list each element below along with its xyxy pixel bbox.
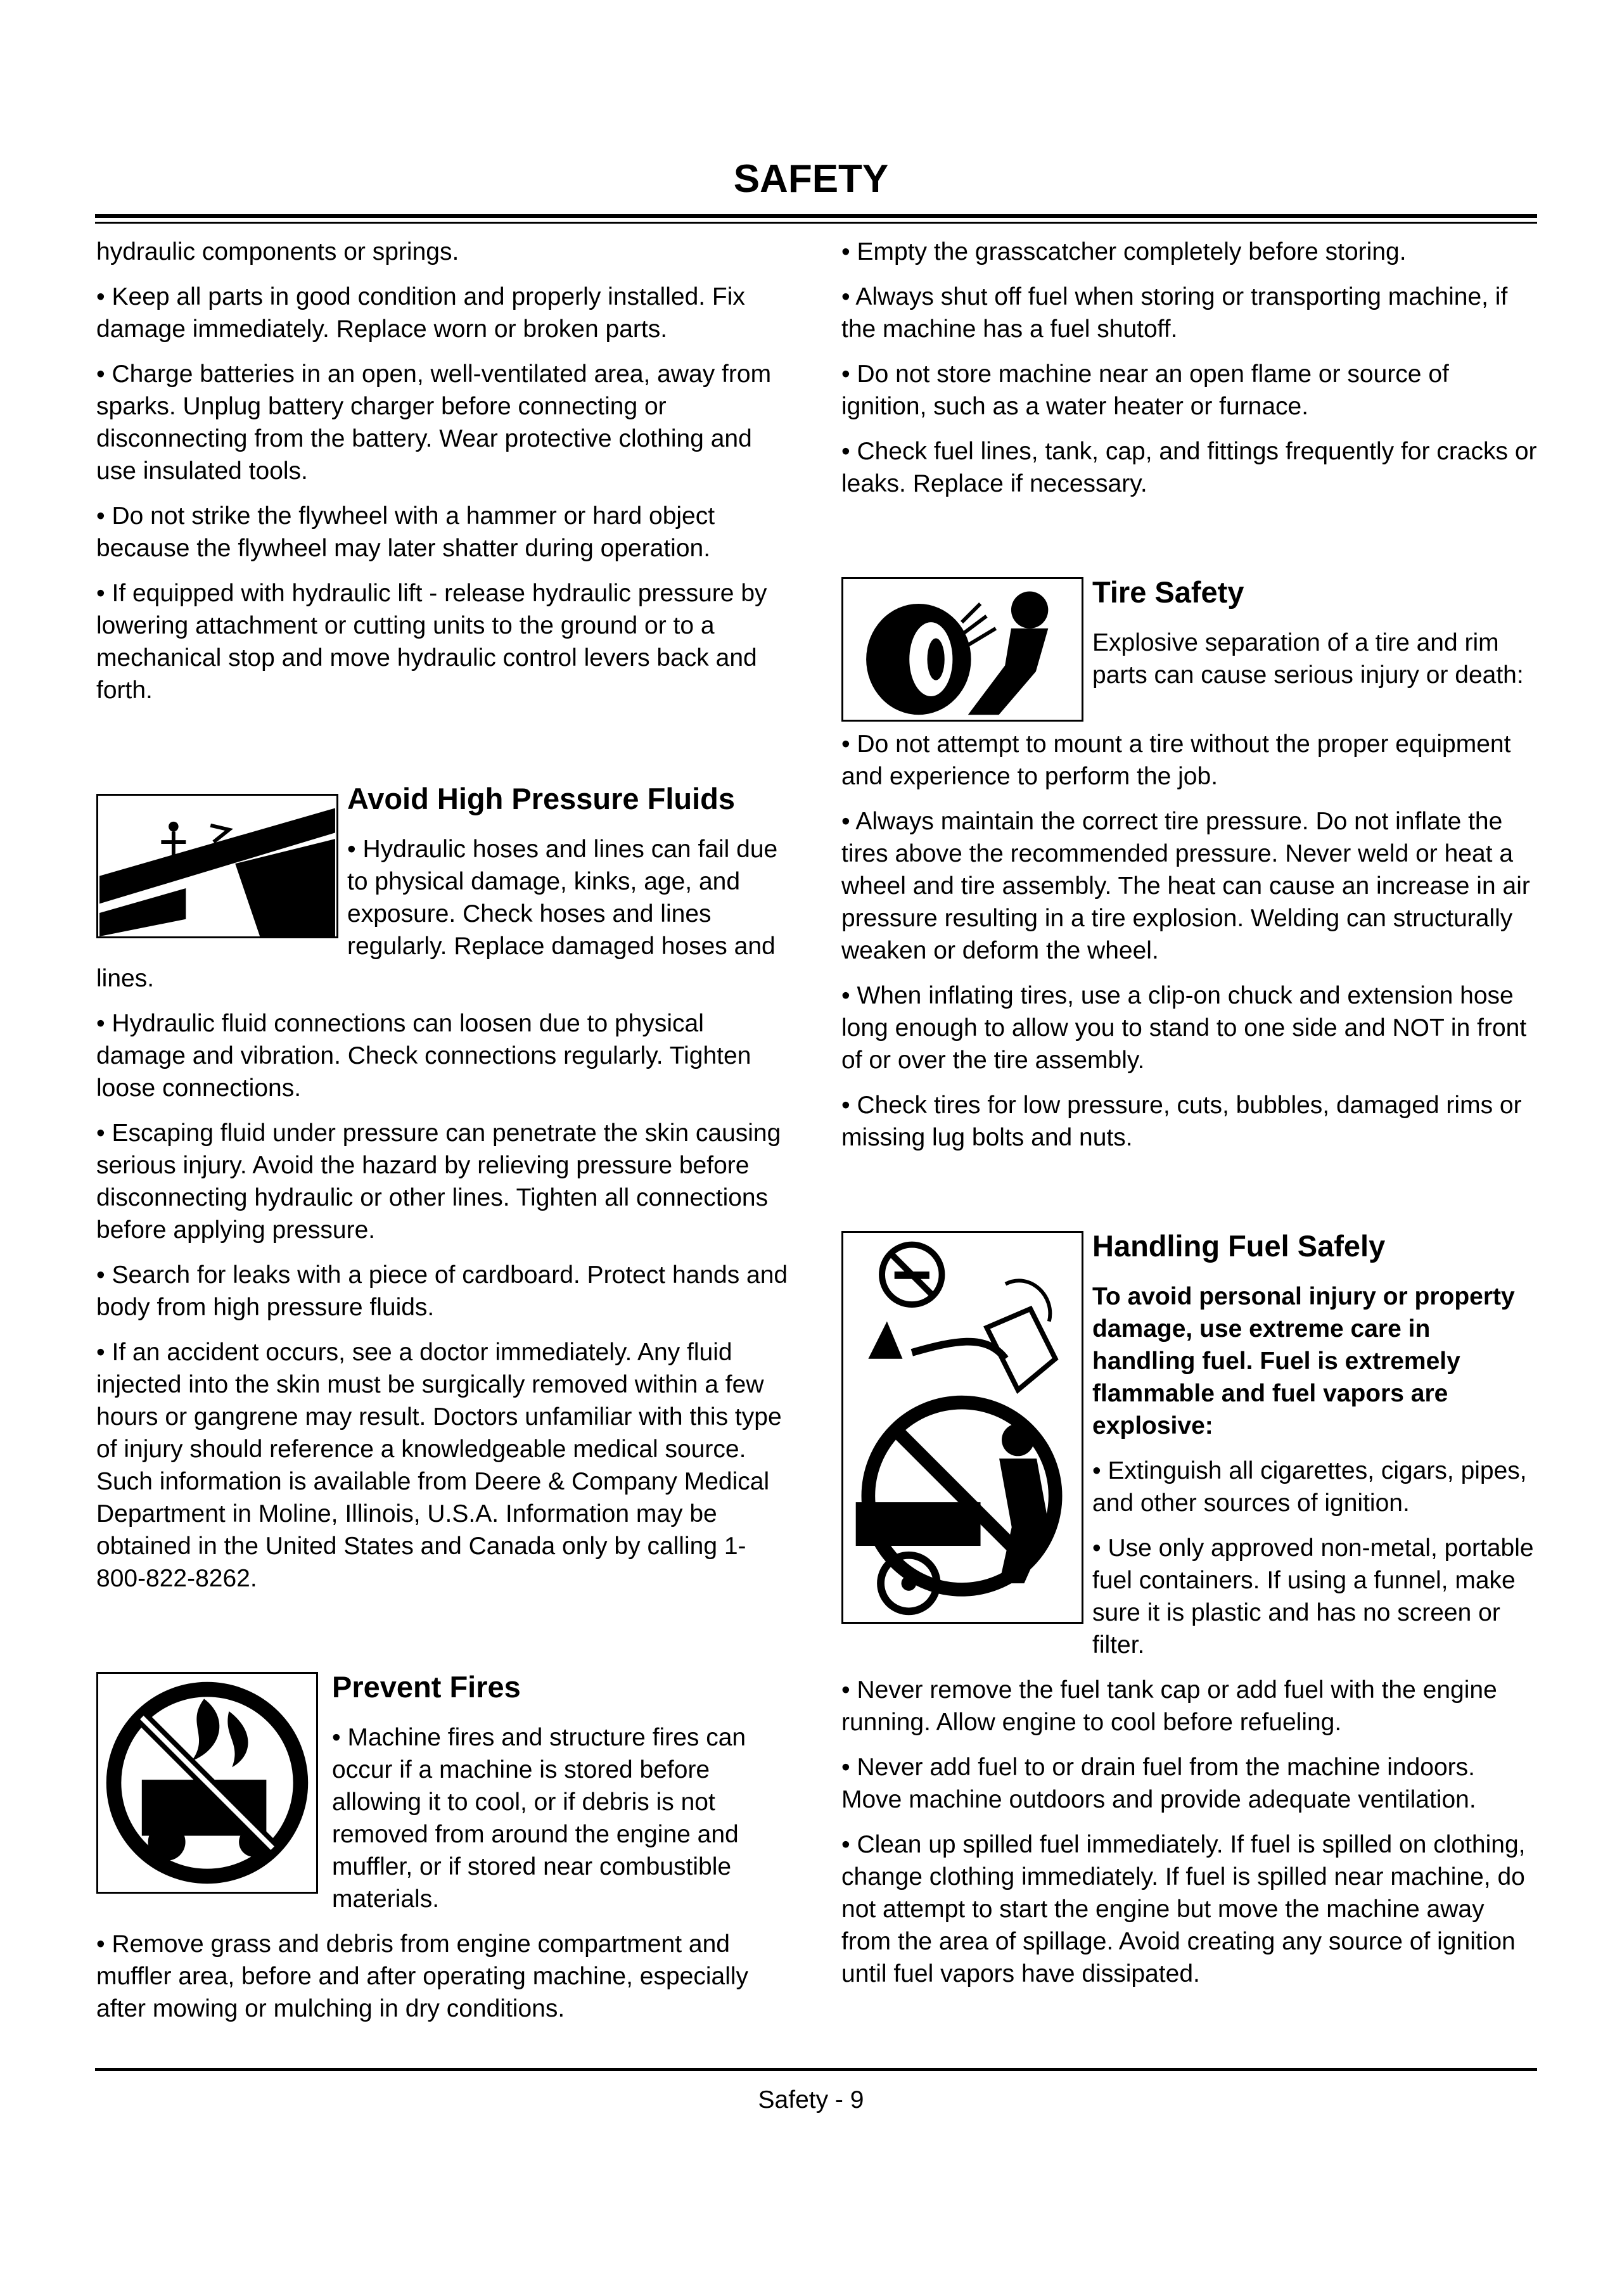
paragraph: • Search for leaks with a piece of cardboard. Protect hands and body from high pressure fluids.	[96, 1261, 788, 1321]
paragraph: • If an accident occurs, see a doctor immediately. Any fluid injected into the skin must be surgically removed within a few hours or gangrene may result. Doctors unfamiliar with this type of injury should reference a knowledgeable medical source. Such information is available from Deere & Company Medical Department in Moline, Illinois, U.S.A. Information may be obtained in the United States and Canada only by calling 1-800-822-8262.	[96, 1339, 782, 1592]
paragraph: • Empty the grasscatcher completely before storing.	[841, 238, 1407, 265]
paragraph: • Extinguish all cigarettes, cigars, pipes, and other sources of ignition.	[1092, 1457, 1527, 1517]
paragraph: • Escaping fluid under pressure can penetrate the skin causing serious injury. Avoid the hazard by relieving pressure before disconnecting hydraulic or other lines. Tighten all connections before applying pressure.	[96, 1119, 781, 1244]
section-heading: Avoid High Pressure Fluids	[347, 782, 735, 815]
warning-text: To avoid personal injury or property damage, use extreme care in handling fuel. Fuel is extremely flammable and fuel vapors are explosive:	[1092, 1283, 1515, 1439]
paragraph: • Hydraulic hoses and lines can fail due to physical damage, kinks, age, and exposure. Check hoses and lines regularly. Replace damaged hoses and lines.	[96, 836, 778, 992]
paragraph: • Check tires for low pressure, cuts, bubbles, damaged rims or missing lug bolts and nuts.	[841, 1092, 1522, 1151]
paragraph: • If equipped with hydraulic lift - release hydraulic pressure by lowering attachment or cutting units to the ground or to a mechanical stop and move hydraulic control levers back and forth.	[96, 580, 767, 704]
paragraph: • Always maintain the correct tire pressure. Do not inflate the tires above the recommended pressure. Never weld or heat a wheel and tire assembly. The heat can cause an increase in air pressure resulting in a tire explosion. Welding can structurally weaken or deform the wheel.	[841, 808, 1530, 964]
paragraph: • Hydraulic fluid connections can loosen due to physical damage and vibration. Check connections regularly. Tighten loose connections.	[96, 1010, 751, 1102]
no-smoking-refuel-icon	[841, 1231, 1083, 1624]
section-avoid-high-pressure-fluids	[96, 781, 793, 1595]
paragraph: hydraulic components or springs.	[96, 238, 459, 265]
paragraph: • Do not strike the flywheel with a hammer or hard object because the flywheel may later shatter during operation.	[96, 502, 715, 562]
section-tire-safety	[841, 575, 1538, 1154]
paragraph: • Remove grass and debris from engine compartment and muffler area, before and after operating machine, especially after mowing or mulching in dry conditions.	[96, 1930, 749, 2022]
paragraph: • When inflating tires, use a clip-on chuck and extension hose long enough to allow you to stand to one side and NOT in front of or over the tire assembly.	[841, 982, 1527, 1074]
paragraph: • Check fuel lines, tank, cap, and fittings frequently for cracks or leaks. Replace if necessary.	[841, 438, 1537, 497]
section-heading: Prevent Fires	[332, 1670, 521, 1704]
paragraph: • Clean up spilled fuel immediately. If fuel is spilled on clothing, change clothing immediately. If fuel is spilled near machine, do not attempt to start the engine but move the machine away from the area of spillage. Avoid creating any source of ignition until fuel vapors have dissipated.	[841, 1831, 1526, 1987]
paragraph: • Always shut off fuel when storing or transporting machine, if the machine has a fuel shutoff.	[841, 283, 1508, 343]
high-pressure-fluid-hazard-icon	[96, 794, 338, 938]
paragraph: • Use only approved non-metal, portable fuel containers. If using a funnel, make sure it is plastic and has no screen or filter.	[1092, 1534, 1534, 1659]
paragraph: • Do not attempt to mount a tire without the proper equipment and experience to perform the job.	[841, 730, 1511, 790]
section-heading: Tire Safety	[1092, 575, 1244, 609]
paragraph: • Charge batteries in an open, well-ventilated area, away from sparks. Unplug battery charger before connecting or disconnecting from the battery. Wear protective clothing and use insulated tools.	[96, 360, 772, 485]
paragraph: • Never add fuel to or drain fuel from the machine indoors. Move machine outdoors and provide adequate ventilation.	[841, 1754, 1476, 1813]
no-fire-mower-icon	[96, 1672, 318, 1894]
section-handling-fuel-safely	[841, 1228, 1538, 1990]
page-title: SAFETY	[733, 157, 889, 201]
paragraph: • Never remove the fuel tank cap or add fuel with the engine running. Allow engine to cool before refueling.	[841, 1676, 1497, 1736]
section-heading: Handling Fuel Safely	[1092, 1229, 1386, 1263]
header-rule-top	[95, 214, 1537, 218]
left-column	[96, 236, 793, 2038]
footer-rule	[95, 2068, 1537, 2071]
page-number: Safety - 9	[758, 2086, 864, 2114]
section-prevent-fires	[96, 1669, 793, 2025]
right-column	[841, 236, 1538, 2003]
paragraph: • Machine fires and structure fires can occur if a machine is stored before allowing it to cool, or if debris is not removed from around the engine and muffler, or if stored near combustible materials.	[332, 1724, 746, 1913]
tire-explosion-hazard-icon	[841, 577, 1083, 722]
paragraph: • Keep all parts in good condition and properly installed. Fix damage immediately. Replace worn or broken parts.	[96, 283, 745, 343]
paragraph: Explosive separation of a tire and rim parts can cause serious injury or death:	[1092, 629, 1524, 689]
paragraph: • Do not store machine near an open flame or source of ignition, such as a water heater or furnace.	[841, 360, 1449, 420]
header-rule-bottom	[95, 222, 1537, 224]
